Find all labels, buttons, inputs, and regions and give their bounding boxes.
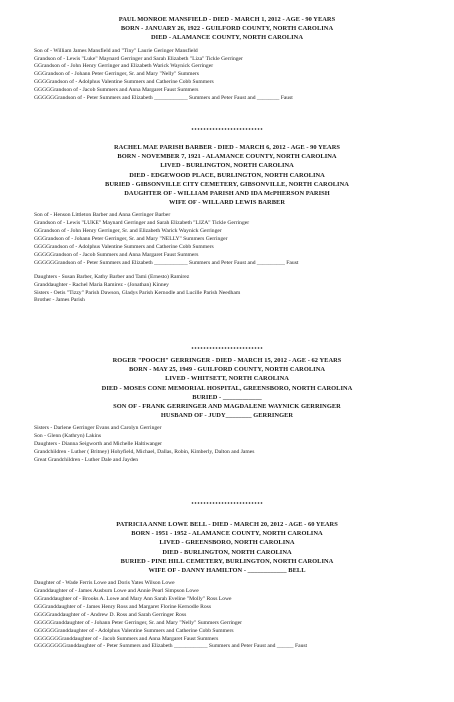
- relative-line: Grandchildren - Luther ( Britney) Hohyfield, Michael, Dallas, Robin, Kimberly, Dalton and James: [34, 449, 255, 456]
- entry-header-line: SON OF - FRANK GERRINGER AND MAGDALENE WAYNICK GERRINGER: [113, 403, 341, 411]
- lineage-line: GGGGranddaughter of - Andrew D. Ross and Sarah Gerringer Ross: [34, 611, 187, 618]
- lineage-line: GGGrandson of - Johann Peter Gerringer, Sr. and Mary "Nelly" Summers: [34, 71, 199, 78]
- lineage-line: GGGrandson of - Johann Peter Gerringer, Sr. and Mary "NELLY" Summers Gerringer: [34, 236, 228, 243]
- obituary-entry-barber: [0, 143, 454, 305]
- lineage-line: Son of - Henson Littleton Barber and Anna Gerringer Barber: [34, 212, 171, 219]
- lineage-line: GGGGGGranddaughter of - Adolphus Valentine Summers and Catherine Cobb Summers: [34, 627, 234, 634]
- entry-header-line: DIED - BURLINGTON, NORTH CAROLINA: [162, 548, 292, 556]
- entry-header-line: BORN - JANUARY 26, 1922 - GUILFORD COUNTY, NORTH CAROLINA: [120, 25, 334, 33]
- entry-header-line: BURIED - PINE HILL CEMETERY, BURLINGTON, NORTH CAROLINA: [120, 557, 334, 565]
- entry-header-line: ROGER "POOCH" GERRINGER - DIED - MARCH 15, 2012 - AGE - 62 YEARS: [112, 357, 342, 364]
- lineage-line: GGrandson of - John Henry Gerringer, Sr. and Elizabeth Warick Waynick Gerringer: [34, 228, 222, 235]
- section-separator: [191, 345, 263, 351]
- lineage-line: GGGGrandson of - Adolphus Valentine Summers and Catherine Cobb Summers: [34, 244, 214, 251]
- lineage-line: Son of - William James Mansfield and "Tiny" Laurie Geringer Mansfield: [34, 47, 198, 54]
- entry-header-line: DAUGHTER OF - WILLIAM PARISH AND IDA McPHERSON PARISH: [124, 190, 330, 198]
- lineage-line: GGGGGGrandson of - Peter Summers and Elizabeth ____________ Summers and Peter Faust and ________ Faust: [34, 95, 293, 102]
- entry-header-line: BORN - NOVEMBER 7, 1921 - ALAMANCE COUNTY, NORTH CAROLINA: [117, 153, 337, 161]
- lineage-line: GGGGGranddaughter of - Johann Peter Gerringer, Sr. and Mary "Nelly" Summers Gerringer: [34, 619, 242, 626]
- obituary-entry-mansfield: [0, 15, 454, 103]
- section-separator: [191, 126, 263, 132]
- lineage-line: GGGGGrandson of - Jacob Summers and Anna Margaret Faust Summers: [34, 87, 199, 94]
- relative-line: Great Grandchildren - Luther Dale and Jayden: [34, 457, 139, 464]
- lineage-line: Granddaughter of - James Ausburn Lowe and Annie Pearl Simpson Lowe: [34, 588, 199, 595]
- relative-line: Daughters - Susan Barber, Kathy Barber and Tami (Ernesto) Ramirez: [34, 273, 190, 280]
- entry-header-line: BORN - 1951 - 1952 - ALAMANCE COUNTY, NORTH CAROLINA: [131, 530, 323, 538]
- entry-header-line: BORN - MAY 25, 1949 - GUILFORD COUNTY, NORTH CAROLINA: [128, 366, 326, 374]
- lineage-line: Daughter of - Wade Ferris Lowe and Doris Yates Wilson Lowe: [34, 580, 175, 587]
- entry-header-line: WIFE OF - WILLARD LEWIS BARBER: [168, 199, 286, 207]
- entry-header-line: DIED - EDGEWOOD PLACE, BURLINGTON, NORTH CAROLINA: [129, 171, 325, 179]
- lineage-line: Grandson of - Lewis "LUKE" Maynard Gerringer and Sarah Elizabeth "LIZA" Tickle Gerringer: [34, 220, 250, 227]
- entry-header-line: PAUL MONROE MANSFIELD - DIED - MARCH 1, 2012 - AGE - 90 YEARS: [118, 16, 336, 23]
- entry-header-line: RACHEL MAE PARISH BARBER - DIED - MARCH 6, 2012 - AGE - 90 YEARS: [114, 144, 340, 151]
- entry-header-line: DIED - MOSES CONE MEMORIAL HOSPITAL, GREENSBORO, NORTH CAROLINA: [101, 384, 353, 392]
- lineage-line: GGGranddaughter of - James Henry Ross and Margaret Florine Kernodle Ross: [34, 603, 211, 610]
- obituary-entry-gerringer: [0, 356, 454, 465]
- relative-line: Brother - James Parish: [34, 297, 85, 304]
- lineage-line: GGrandson of - John Henry Gerringer and Elizabeth Warick Waynick Gerringer: [34, 63, 214, 70]
- lineage-line: GGGGrandson of - Adolphus Valentine Summers and Catherine Cobb Summers: [34, 79, 214, 86]
- entry-header-line: DIED - ALAMANCE COUNTY, NORTH CAROLINA: [151, 34, 303, 42]
- lineage-line: GGGGGGGranddaughter of - Jacob Summers and Anna Margaret Faust Summers: [34, 635, 219, 642]
- entry-header-line: WIFE OF - DANNY HAMILTON - ____________ BELL: [148, 567, 306, 575]
- relative-line: Daughters - Dianna Seigworth and Michelle Haltiwanger: [34, 441, 162, 448]
- section-separator: [191, 500, 263, 506]
- relative-line: Sisters - Oetis "Tizzy" Parish Dawson, Gladys Parish Kernodle and Lucille Parish Needham: [34, 289, 241, 296]
- obituary-entry-bell: [0, 520, 454, 651]
- entry-header-line: LIVED - BURLINGTON, NORTH CAROLINA: [160, 162, 294, 170]
- relative-line: Son - Glenn (Kathryn) Lakins: [34, 433, 102, 440]
- relative-line: Granddaughter - Rachel Maria Ramirez - (Jonathan) Kinney: [34, 281, 169, 288]
- entry-header-line: PATRICIA ANNE LOWE BELL - DIED - MARCH 20, 2012 - AGE - 60 YEARS: [116, 521, 338, 528]
- entry-header-line: BURIED - ____________: [192, 393, 262, 401]
- lineage-line: GGGGGGGGranddaughter of - Peter Summers and Elizabeth ____________ Summers and Peter Faust and ______ Faust: [34, 643, 308, 650]
- lineage-line: GGranddaughter of - Brooks A. Lowe and Mary Ann Sarah Eveline "Molly" Ross Lowe: [34, 596, 232, 603]
- entry-header-line: LIVED - GREENSBORO, NORTH CAROLINA: [159, 539, 295, 547]
- lineage-line: Grandson of - Lewis "Luke" Maynard Gerringer and Sarah Elizabeth "Liza" Tickle Gerringer: [34, 55, 243, 62]
- entry-header-line: BURIED - GIBSONVILLE CITY CEMETERY, GIBSONVILLE, NORTH CAROLINA: [105, 180, 349, 188]
- entry-header-line: LIVED - WHITSETT, NORTH CAROLINA: [165, 375, 289, 383]
- lineage-line: GGGGGGrandson of - Peter Summers and Elizabeth ____________ Summers and Peter Faust and __________ Faust: [34, 259, 299, 266]
- entry-header-line: HUSBAND OF - JUDY________ GERRINGER: [160, 412, 294, 420]
- lineage-line: GGGGGrandson of - Jacob Summers and Anna Margaret Faust Summers: [34, 251, 199, 258]
- relative-line: Sisters - Darlene Gerringer Evans and Carolyn Gerringer: [34, 425, 162, 432]
